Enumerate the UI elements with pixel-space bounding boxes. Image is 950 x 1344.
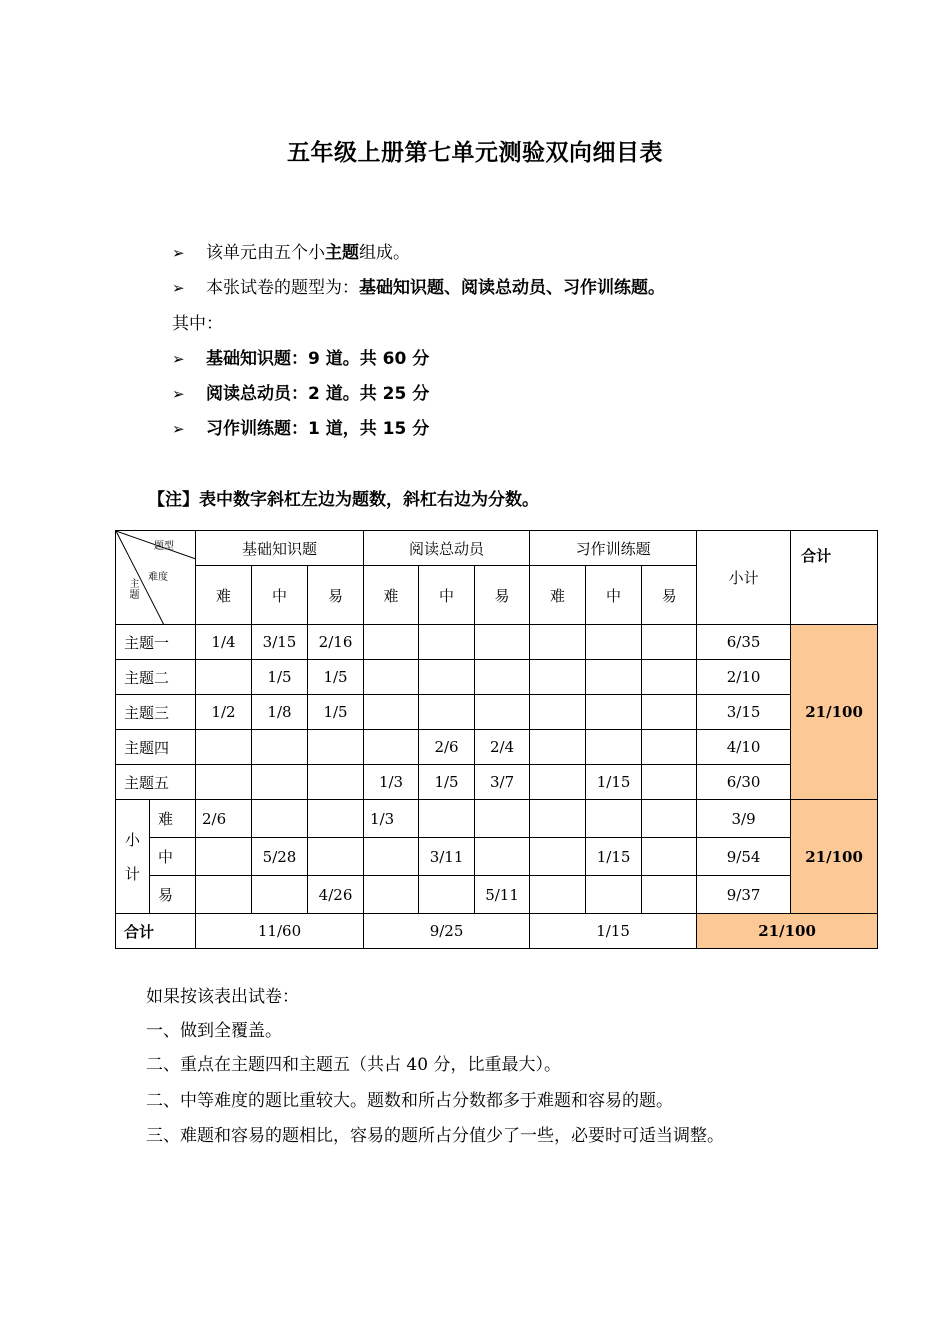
data-cell xyxy=(586,660,642,695)
data-cell: 2/6 xyxy=(419,730,475,765)
data-cell: 5/11 xyxy=(475,876,530,914)
data-cell xyxy=(419,625,475,660)
data-cell xyxy=(419,660,475,695)
data-cell: 3/15 xyxy=(252,625,308,660)
page-title: 五年级上册第七单元测验双向细目表 xyxy=(287,140,663,166)
data-cell: 1/8 xyxy=(252,695,308,730)
level-name: 难 xyxy=(150,800,196,838)
intro-line-topics: ➢ 该单元由五个小主题组成。 xyxy=(172,243,410,263)
data-cell xyxy=(196,838,252,876)
arrow-bullet-icon: ➢ xyxy=(172,279,185,297)
corner-label-type: 题型 xyxy=(154,541,174,552)
data-cell xyxy=(475,660,530,695)
data-cell xyxy=(252,876,308,914)
topic-total: 21/100 xyxy=(791,625,878,800)
level-header: 易 xyxy=(642,566,697,625)
data-cell xyxy=(475,800,530,838)
grand-total: 21/100 xyxy=(697,914,878,949)
level-header: 难 xyxy=(530,566,586,625)
level-header: 易 xyxy=(475,566,530,625)
data-cell xyxy=(364,660,419,695)
data-cell: 3/11 xyxy=(419,838,475,876)
data-cell xyxy=(530,838,586,876)
data-cell xyxy=(642,876,697,914)
row-subtotal: 6/35 xyxy=(697,625,791,660)
data-cell xyxy=(586,730,642,765)
data-cell xyxy=(642,660,697,695)
group-total-reading: 9/25 xyxy=(364,914,530,949)
data-cell: 1/3 xyxy=(364,800,419,838)
level-total: 21/100 xyxy=(791,800,878,914)
row-subtotal: 9/54 xyxy=(697,838,791,876)
data-cell: 4/26 xyxy=(308,876,364,914)
data-cell xyxy=(364,730,419,765)
data-cell xyxy=(586,800,642,838)
data-cell xyxy=(252,800,308,838)
level-header: 难 xyxy=(364,566,419,625)
group-header-writing: 习作训练题 xyxy=(530,531,697,566)
level-header: 易 xyxy=(308,566,364,625)
data-cell xyxy=(419,876,475,914)
topic-name: 主题一 xyxy=(116,625,196,660)
data-cell xyxy=(308,800,364,838)
level-header: 难 xyxy=(196,566,252,625)
group-total-basic: 11/60 xyxy=(196,914,364,949)
conclusion-point-1: 一、做到全覆盖。 xyxy=(146,1021,282,1041)
data-cell: 1/5 xyxy=(252,660,308,695)
group-header-basic: 基础知识题 xyxy=(196,531,364,566)
level-header: 中 xyxy=(586,566,642,625)
table-row xyxy=(116,695,878,730)
data-cell xyxy=(196,730,252,765)
corner-label-difficulty: 难度 xyxy=(148,572,168,583)
group-total-writing: 1/15 xyxy=(530,914,697,949)
topic-rows xyxy=(116,625,878,800)
total-row-label: 合计 xyxy=(116,914,196,949)
data-cell: 1/15 xyxy=(586,838,642,876)
topic-name: 主题五 xyxy=(116,765,196,800)
conclusion-point-4: 三、难题和容易的题相比，容易的题所占分值少了一些，必要时可适当调整。 xyxy=(146,1126,724,1146)
intro-line-among: 其中： xyxy=(172,314,223,334)
data-cell xyxy=(308,838,364,876)
total-header: 合计 xyxy=(791,531,878,625)
data-cell xyxy=(530,730,586,765)
data-cell xyxy=(475,695,530,730)
data-cell xyxy=(252,730,308,765)
data-cell xyxy=(642,730,697,765)
data-cell xyxy=(364,838,419,876)
conclusion-point-3: 二、中等难度的题比重较大。题数和所占分数都多于难题和容易的题。 xyxy=(146,1091,673,1111)
arrow-bullet-icon: ➢ xyxy=(172,244,185,262)
intro-item-reading: ➢ 阅读总动员：2 道。共 25 分 xyxy=(172,384,430,404)
data-cell: 2/16 xyxy=(308,625,364,660)
table-row xyxy=(116,625,878,660)
data-cell xyxy=(642,800,697,838)
total-row xyxy=(116,914,878,949)
level-name: 中 xyxy=(150,838,196,876)
arrow-bullet-icon: ➢ xyxy=(172,420,185,438)
table-row xyxy=(116,765,878,800)
data-cell: 3/7 xyxy=(475,765,530,800)
level-rows xyxy=(116,800,878,914)
data-cell xyxy=(642,695,697,730)
detail-table xyxy=(115,530,878,949)
corner-label-topic: 主题 xyxy=(129,579,140,601)
data-cell: 1/2 xyxy=(196,695,252,730)
data-cell: 2/4 xyxy=(475,730,530,765)
table-row xyxy=(116,730,878,765)
data-cell xyxy=(530,625,586,660)
data-cell xyxy=(252,765,308,800)
data-cell xyxy=(530,876,586,914)
data-cell xyxy=(419,800,475,838)
data-cell: 2/6 xyxy=(196,800,252,838)
intro-item-writing: ➢ 习作训练题：1 道，共 15 分 xyxy=(172,419,430,439)
data-cell xyxy=(586,625,642,660)
data-cell: 1/15 xyxy=(586,765,642,800)
data-cell xyxy=(364,625,419,660)
topic-name: 主题四 xyxy=(116,730,196,765)
data-cell xyxy=(364,695,419,730)
data-cell: 1/5 xyxy=(308,695,364,730)
data-cell xyxy=(642,625,697,660)
table-note: 【注】表中数字斜杠左边为题数，斜杠右边为分数。 xyxy=(148,490,539,510)
table-row xyxy=(116,876,878,914)
topic-name: 主题二 xyxy=(116,660,196,695)
data-cell: 1/5 xyxy=(419,765,475,800)
data-cell xyxy=(308,765,364,800)
data-cell xyxy=(419,695,475,730)
data-cell xyxy=(642,765,697,800)
row-subtotal: 4/10 xyxy=(697,730,791,765)
data-cell: 1/3 xyxy=(364,765,419,800)
table-row xyxy=(116,800,878,838)
topic-name: 主题三 xyxy=(116,695,196,730)
intro-item-basic: ➢ 基础知识题：9 道。共 60 分 xyxy=(172,349,430,369)
data-cell xyxy=(308,730,364,765)
arrow-bullet-icon: ➢ xyxy=(172,350,185,368)
data-cell: 1/4 xyxy=(196,625,252,660)
data-cell xyxy=(475,625,530,660)
subtotal-header: 小计 xyxy=(697,531,791,625)
group-header-reading: 阅读总动员 xyxy=(364,531,530,566)
conclusion-point-2: 二、重点在主题四和主题五（共占 40 分，比重最大）。 xyxy=(146,1055,561,1075)
level-header: 中 xyxy=(419,566,475,625)
arrow-bullet-icon: ➢ xyxy=(172,385,185,403)
level-name: 易 xyxy=(150,876,196,914)
data-cell xyxy=(530,765,586,800)
data-cell xyxy=(530,800,586,838)
intro-line-types: ➢ 本张试卷的题型为：基础知识题、阅读总动员、习作训练题。 xyxy=(172,278,665,298)
table-row xyxy=(116,838,878,876)
data-cell xyxy=(475,838,530,876)
data-cell xyxy=(196,876,252,914)
row-subtotal: 9/37 xyxy=(697,876,791,914)
row-subtotal: 6/30 xyxy=(697,765,791,800)
data-cell xyxy=(642,838,697,876)
data-cell xyxy=(196,660,252,695)
data-cell xyxy=(530,695,586,730)
level-header: 中 xyxy=(252,566,308,625)
data-cell xyxy=(196,765,252,800)
data-cell: 5/28 xyxy=(252,838,308,876)
data-cell xyxy=(530,660,586,695)
data-cell xyxy=(364,876,419,914)
row-subtotal: 2/10 xyxy=(697,660,791,695)
corner-header-cell xyxy=(116,531,196,625)
data-cell xyxy=(586,876,642,914)
row-subtotal: 3/9 xyxy=(697,800,791,838)
conclusion-intro: 如果按该表出试卷： xyxy=(146,987,299,1007)
table-row xyxy=(116,660,878,695)
data-cell: 1/5 xyxy=(308,660,364,695)
row-subtotal: 3/15 xyxy=(697,695,791,730)
level-group-label: 小计 xyxy=(116,800,150,914)
data-cell xyxy=(586,695,642,730)
